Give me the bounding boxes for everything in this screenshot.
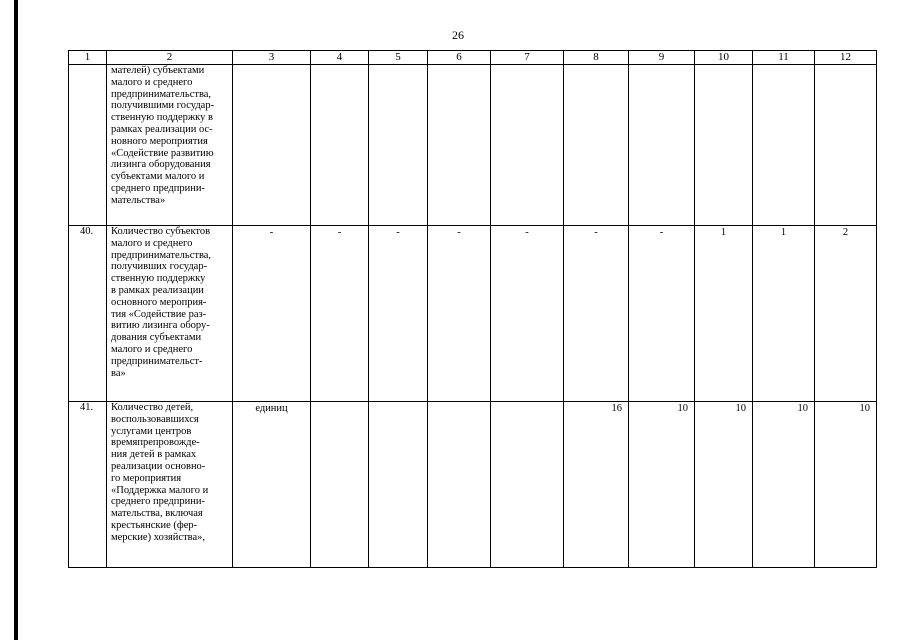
unit-cell: - <box>233 226 311 402</box>
value-cell: 1 <box>695 226 753 402</box>
page-number: 26 <box>452 28 464 42</box>
description-line: малого и среднего <box>111 343 193 355</box>
description-line: новного мероприятия <box>111 135 208 147</box>
column-header: 5 <box>369 51 428 65</box>
column-header: 1 <box>69 51 107 65</box>
value-cell: 10 <box>695 402 753 568</box>
indicators-table <box>68 50 877 568</box>
column-header: 11 <box>753 51 815 65</box>
row-number: 41. <box>69 402 107 568</box>
value-cell: 1 <box>753 226 815 402</box>
value-cell <box>629 65 695 226</box>
description-line: ственную поддержку в <box>111 112 213 124</box>
value-cell: - <box>428 226 491 402</box>
value-cell <box>369 402 428 568</box>
description-line: «Поддержка малого и <box>111 484 209 496</box>
value-cell <box>491 402 564 568</box>
description-line: го мероприятия <box>111 472 182 484</box>
value-cell <box>564 65 629 226</box>
description-line: лизинга оборудования <box>111 159 211 171</box>
description-line: малого и среднего <box>111 76 193 88</box>
value-cell: 10 <box>629 402 695 568</box>
value-cell <box>695 65 753 226</box>
description-line: предпринимательства, <box>111 249 212 261</box>
description-line: ния детей в рамках <box>111 449 197 461</box>
value-cell: - <box>564 226 629 402</box>
value-cell <box>311 65 369 226</box>
unit-cell <box>233 65 311 226</box>
column-header: 9 <box>629 51 695 65</box>
description-line: мательства» <box>111 194 166 206</box>
description-line: ва» <box>111 367 126 379</box>
value-cell: - <box>311 226 369 402</box>
description-line: мательства, включая <box>111 508 203 520</box>
value-cell <box>311 402 369 568</box>
value-cell: - <box>629 226 695 402</box>
description-line: среднего предприни- <box>111 182 205 194</box>
value-cell <box>815 65 877 226</box>
description-line: воспользовавшихся <box>111 413 199 425</box>
value-cell: 10 <box>815 402 877 568</box>
value-cell: 2 <box>815 226 877 402</box>
page-edge-bar <box>14 0 18 640</box>
column-header: 2 <box>107 51 233 65</box>
value-cell: - <box>369 226 428 402</box>
description-line: крестьянские (фер- <box>111 519 198 531</box>
description-line: рамках реализации ос- <box>111 123 213 135</box>
column-header: 4 <box>311 51 369 65</box>
description-line: субъектами малого и <box>111 171 205 183</box>
description-line: предпринимательства, <box>111 88 212 100</box>
unit-cell: единиц <box>233 402 311 568</box>
description-line: дования субъектами <box>111 332 202 344</box>
table-row <box>69 226 877 402</box>
indicator-description <box>107 226 233 402</box>
value-cell <box>428 402 491 568</box>
description-line: получившими государ- <box>111 100 215 112</box>
description-line: витию лизинга обору- <box>111 320 210 332</box>
value-cell <box>753 65 815 226</box>
value-cell: 16 <box>564 402 629 568</box>
description-line: в рамках реализации <box>111 284 204 296</box>
description-line: ственную поддержку <box>111 273 206 285</box>
indicator-description <box>107 402 233 568</box>
indicator-description <box>107 65 233 226</box>
row-number <box>69 65 107 226</box>
value-cell <box>428 65 491 226</box>
column-header: 10 <box>695 51 753 65</box>
description-line: мателей) субъектами <box>111 65 205 76</box>
description-line: «Содействие развитию <box>111 147 214 159</box>
description-line: основного мероприя- <box>111 296 207 308</box>
description-line: малого и среднего <box>111 237 193 249</box>
table-row <box>69 402 877 568</box>
value-cell: - <box>491 226 564 402</box>
table-header-row <box>69 51 877 65</box>
column-header: 3 <box>233 51 311 65</box>
description-line: мерские) хозяйства», <box>111 531 206 543</box>
description-line: предпринимательст- <box>111 355 203 367</box>
description-line: Количество детей, <box>111 402 194 413</box>
description-line: реализации основно- <box>111 460 206 472</box>
description-line: Количество субъектов <box>111 226 211 237</box>
value-cell <box>491 65 564 226</box>
column-header: 6 <box>428 51 491 65</box>
column-header: 8 <box>564 51 629 65</box>
description-line: тия «Содействие раз- <box>111 308 207 320</box>
value-cell <box>369 65 428 226</box>
table-row <box>69 65 877 226</box>
description-line: получивших государ- <box>111 261 208 273</box>
description-line: услугами центров <box>111 425 192 437</box>
row-number: 40. <box>69 226 107 402</box>
column-header: 12 <box>815 51 877 65</box>
description-line: среднего предприни- <box>111 496 205 508</box>
value-cell: 10 <box>753 402 815 568</box>
description-line: времяпрепровожде- <box>111 437 200 449</box>
column-header: 7 <box>491 51 564 65</box>
